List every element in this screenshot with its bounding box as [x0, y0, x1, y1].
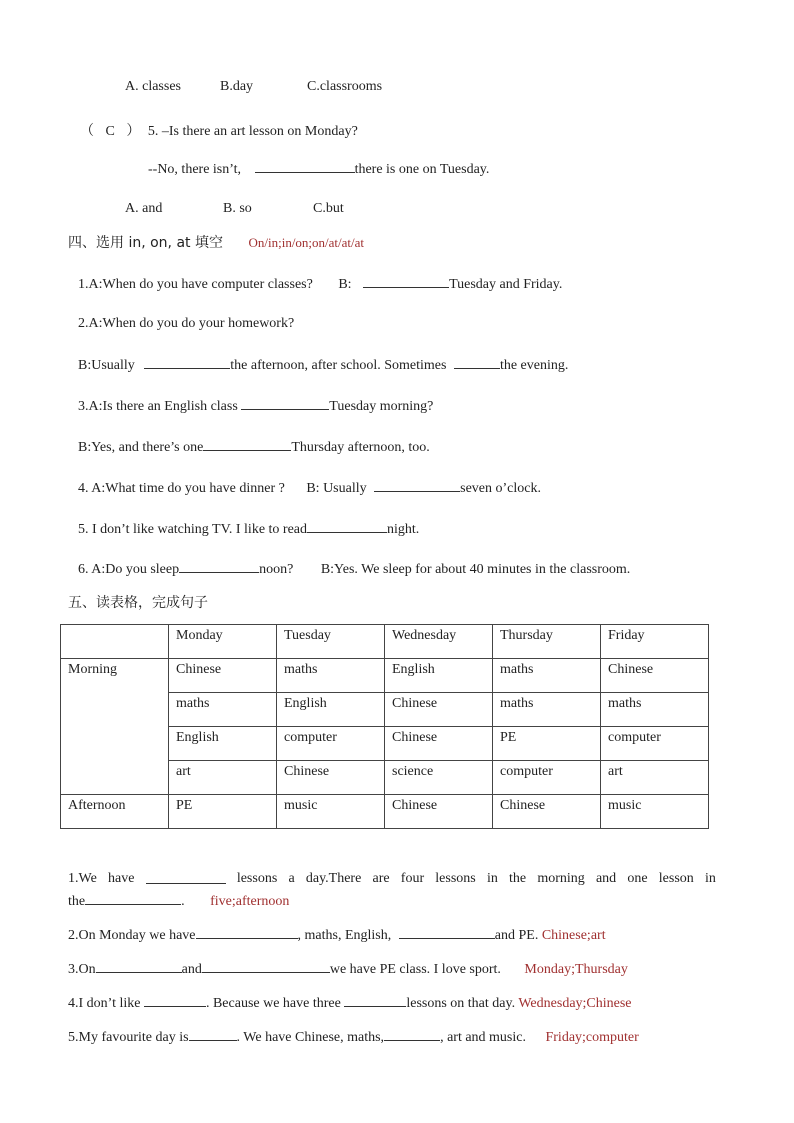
- s4-item-6: [78, 560, 630, 578]
- morning-label: Morning: [61, 659, 169, 795]
- table-cell: music: [601, 795, 709, 829]
- s4-item-6-blank[interactable]: [179, 560, 259, 573]
- s4-item-4-blank[interactable]: [374, 479, 460, 492]
- s5-s2-lead: 2.On Monday we have: [68, 928, 196, 943]
- s4-item-2b-tail: the evening.: [499, 358, 569, 373]
- s5-sentence-5: [68, 1028, 639, 1046]
- s5-sentence-1-line-1: [68, 871, 716, 887]
- q4-option-c: C.classrooms: [307, 79, 383, 94]
- table-header-cell: Wednesday: [385, 625, 493, 659]
- schedule-table: [60, 624, 709, 829]
- s5-s1-blank-1[interactable]: [146, 871, 226, 884]
- s4-item-1-tail: Tuesday and Friday.: [449, 277, 563, 292]
- s4-item-3-tail: Tuesday morning?: [329, 399, 434, 414]
- s5-s1-word: have: [108, 871, 135, 886]
- s4-item-4-tail: seven o’clock.: [460, 481, 541, 496]
- s5-s4-mid: . Because we have three: [205, 996, 341, 1011]
- s5-s1-word: day.There: [305, 871, 362, 886]
- s5-s3-blank-2[interactable]: [202, 960, 330, 973]
- s4-item-3-reply: [78, 438, 430, 456]
- s5-s2-mid: , maths, English,: [297, 928, 392, 943]
- table-header-cell: [61, 625, 169, 659]
- s5-s1-word: lessons: [435, 871, 476, 886]
- s5-s1-word: lessons: [236, 871, 278, 886]
- table-header-cell: Friday: [601, 625, 709, 659]
- s5-s5-answer: Friday;computer: [545, 1030, 639, 1045]
- s5-s1-word: one: [627, 871, 648, 886]
- s4-item-6-mid: noon?: [259, 562, 294, 577]
- s5-s1-period: .: [181, 894, 185, 909]
- q5-bracket-close: ）: [126, 124, 141, 139]
- s4-item-1: [78, 275, 562, 293]
- s5-s1-word: the: [509, 871, 527, 886]
- table-cell: English: [169, 727, 277, 761]
- s5-sentence-3: [68, 960, 628, 978]
- table-cell: English: [385, 659, 493, 693]
- s4-item-4-b-label: B: Usually: [306, 481, 367, 496]
- s5-s2-blank-1[interactable]: [196, 926, 298, 939]
- s5-s3-blank-1[interactable]: [96, 960, 182, 973]
- s5-sentence-1-line-2: [68, 892, 289, 910]
- table-header-row: [61, 625, 709, 659]
- s4-item-3-reply-blank[interactable]: [203, 438, 291, 451]
- s4-item-2b-blank-2[interactable]: [454, 356, 500, 369]
- s5-s1-word: four: [400, 871, 425, 886]
- s5-s4-tail: lessons on that day.: [406, 996, 516, 1011]
- s4-item-6-reply: B:Yes. We sleep for about 40 minutes in the classroom.: [320, 562, 631, 577]
- s4-item-5-tail: night.: [387, 522, 420, 537]
- s5-s1-word: 1.We: [68, 871, 97, 886]
- afternoon-label: Afternoon: [61, 795, 169, 829]
- table-cell: maths: [493, 659, 601, 693]
- s4-item-5-blank[interactable]: [307, 520, 387, 533]
- s4-item-5-lead: 5. I don’t like watching TV. I like to read: [78, 522, 308, 537]
- s5-s3-tail: we have PE class. I love sport.: [329, 962, 501, 977]
- s4-item-4: [78, 479, 541, 497]
- s4-item-6-lead: 6. A:Do you sleep: [78, 562, 180, 577]
- table-cell: art: [601, 761, 709, 795]
- q5-option-c: C.but: [313, 201, 344, 216]
- s5-s5-blank-2[interactable]: [384, 1028, 440, 1041]
- section5-title: 五、读表格，完成句子: [68, 595, 208, 611]
- s5-s2-answer: Chinese;art: [541, 928, 606, 943]
- s5-s1-word: a: [288, 871, 295, 886]
- table-cell: maths: [277, 659, 385, 693]
- s5-s4-lead: 4.I don’t like: [68, 996, 141, 1011]
- s4-item-1-b-label: B:: [338, 277, 352, 292]
- section4-answer-key: On/in;in/on;on/at/at/at: [248, 235, 365, 250]
- s5-s1-word: are: [372, 871, 390, 886]
- table-cell: maths: [493, 693, 601, 727]
- table-cell: English: [277, 693, 385, 727]
- s4-item-2b: [78, 356, 568, 374]
- s4-item-2b-lead: B:Usually: [78, 358, 135, 373]
- s5-sentence-2: [68, 926, 606, 944]
- table-cell: Chinese: [493, 795, 601, 829]
- s5-s1-blank-2[interactable]: [85, 892, 181, 905]
- section4-title: 四、选用 in, on, at 填空: [68, 235, 223, 251]
- table-row: [61, 795, 709, 829]
- s5-s5-lead: 5.My favourite day is: [68, 1030, 189, 1045]
- s5-sentence-4: [68, 994, 632, 1012]
- table-cell: maths: [601, 693, 709, 727]
- table-cell: Chinese: [385, 727, 493, 761]
- table-cell: Chinese: [385, 693, 493, 727]
- table-cell: computer: [601, 727, 709, 761]
- s5-s2-tail: and PE.: [494, 928, 539, 943]
- table-cell: music: [277, 795, 385, 829]
- s5-s1-word: and: [595, 871, 617, 886]
- s5-s1-word: in: [486, 871, 498, 886]
- s5-s3-lead: 3.On: [68, 962, 96, 977]
- s5-s3-and: and: [181, 962, 202, 977]
- table-cell: art: [169, 761, 277, 795]
- q5-reply: [148, 160, 489, 178]
- q4-option-b: B.day: [220, 79, 254, 94]
- q5-option-a: A. and: [125, 201, 163, 216]
- table-cell: Chinese: [277, 761, 385, 795]
- q5-line: [80, 120, 358, 140]
- s4-item-2b-mid: the afternoon, after school. Sometimes: [230, 358, 447, 373]
- s4-item-2a: 2.A:When do you do your homework?: [78, 316, 295, 331]
- table-header-cell: Thursday: [493, 625, 601, 659]
- s4-item-4-question: 4. A:What time do you have dinner ?: [78, 481, 285, 496]
- q4-option-a: A. classes: [125, 79, 181, 94]
- table-row: [61, 659, 709, 693]
- q5-question: 5. –Is there an art lesson on Monday?: [147, 124, 358, 139]
- table-header-cell: Tuesday: [277, 625, 385, 659]
- table-cell: Chinese: [601, 659, 709, 693]
- q5-reply-end: there is one on Tuesday.: [354, 162, 490, 177]
- s5-s2-blank-2[interactable]: [399, 926, 495, 939]
- q5-blank[interactable]: [255, 160, 355, 173]
- s4-item-3: [78, 397, 433, 415]
- q5-answer: C: [105, 124, 115, 139]
- section4-heading: [68, 232, 364, 252]
- s5-s1-the: the: [68, 894, 86, 909]
- s5-s4-answer: Wednesday;Chinese: [518, 996, 632, 1011]
- q5-option-b: B. so: [223, 201, 252, 216]
- table-cell: PE: [169, 795, 277, 829]
- table-cell: maths: [169, 693, 277, 727]
- table-cell: science: [385, 761, 493, 795]
- table-cell: computer: [493, 761, 601, 795]
- table-header-cell: Monday: [169, 625, 277, 659]
- s5-s3-answer: Monday;Thursday: [524, 962, 628, 977]
- s5-s5-mid: . We have Chinese, maths,: [236, 1030, 385, 1045]
- q5-reply-start: --No, there isn’t,: [148, 162, 242, 177]
- table-cell: PE: [493, 727, 601, 761]
- s5-s5-blank-1[interactable]: [189, 1028, 237, 1041]
- s4-item-2b-blank-1[interactable]: [144, 356, 230, 369]
- table-cell: computer: [277, 727, 385, 761]
- table-cell: Chinese: [385, 795, 493, 829]
- s4-item-3-lead: 3.A:Is there an English class: [78, 399, 238, 414]
- s4-item-1-blank[interactable]: [363, 275, 449, 288]
- s4-item-5: [78, 520, 419, 538]
- table-cell: Chinese: [169, 659, 277, 693]
- s4-item-1-question: 1.A:When do you have computer classes?: [78, 277, 313, 292]
- s5-s1-word: morning: [537, 871, 585, 886]
- s4-item-3-reply-lead: B:Yes, and there’s one: [78, 440, 204, 455]
- s4-item-3-reply-tail: Thursday afternoon, too.: [291, 440, 430, 455]
- s5-s5-tail: , art and music.: [440, 1030, 526, 1045]
- s5-s1-word: lesson: [658, 871, 694, 886]
- q5-bracket-open: （: [80, 124, 94, 139]
- s5-s1-word: in: [704, 871, 716, 886]
- s5-s4-blank-2[interactable]: [344, 994, 406, 1007]
- s4-item-3-blank[interactable]: [241, 397, 329, 410]
- s5-s4-blank-1[interactable]: [144, 994, 206, 1007]
- s5-s1-answer: five;afternoon: [210, 894, 290, 909]
